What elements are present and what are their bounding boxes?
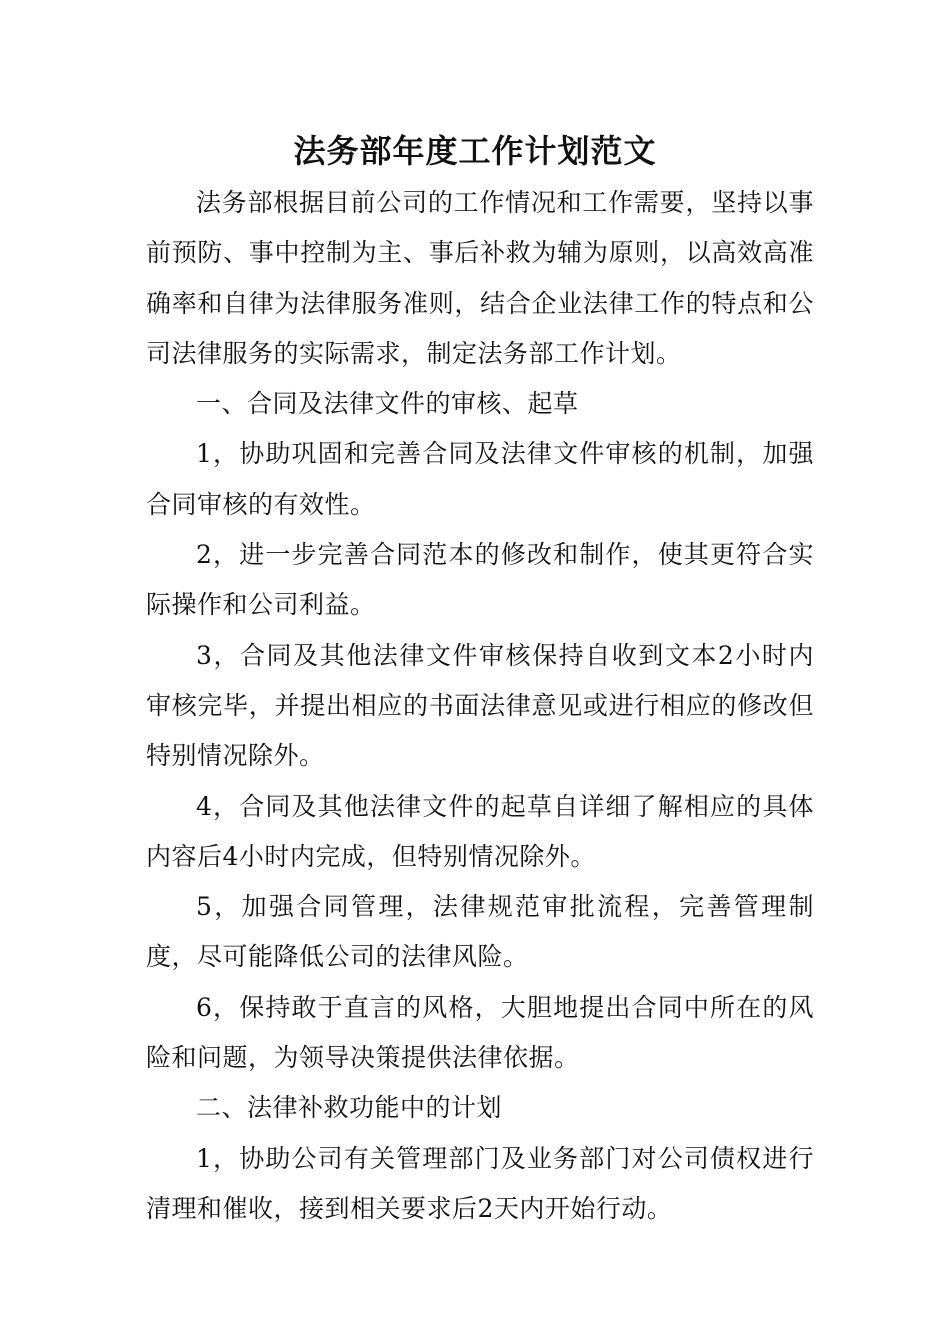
list-item: 5，加强合同管理，法律规范审批流程，完善管理制度，尽可能降低公司的法律风险。 xyxy=(146,892,814,972)
list-item: 6，保持敢于直言的风格，大胆地提出合同中所在的风险和问题，为领导决策提供法律依据。 xyxy=(146,992,814,1073)
list-item: 1，协助巩固和完善合同及法律文件审核的机制，加强合同审核的有效性。 xyxy=(146,439,814,519)
list-item: 3，合同及其他法律文件审核保持自收到文本2小时内审核完毕，并提出相应的书面法律意见或进行相应的修改但特别情况除外。 xyxy=(146,640,814,771)
list-item: 1，协助公司有关管理部门及业务部门对公司债权进行清理和催收，接到相关要求后2天内开始行动。 xyxy=(146,1143,814,1223)
document-title: 法务部年度工作计划范文 xyxy=(293,132,657,170)
section-heading-contracts: 一、合同及法律文件的审核、起草 xyxy=(196,389,579,419)
intro-paragraph: 法务部根据目前公司的工作情况和工作需要，坚持以事前预防、事中控制为主、事后补救为辅为原则，以高效高准确率和自律为法律服务准则，结合企业法律工作的特点和公司法律服务的实际需求，制定法务部工作计划。 xyxy=(146,188,814,368)
list-item: 4，合同及其他法律文件的起草自详细了解相应的具体内容后4小时内完成，但特别情况除外。 xyxy=(146,791,814,871)
section-heading-remedy: 二、法律补救功能中的计划 xyxy=(196,1093,503,1123)
list-item: 2，进一步完善合同范本的修改和制作，使其更符合实际操作和公司利益。 xyxy=(146,540,814,620)
document-body xyxy=(146,178,814,1234)
